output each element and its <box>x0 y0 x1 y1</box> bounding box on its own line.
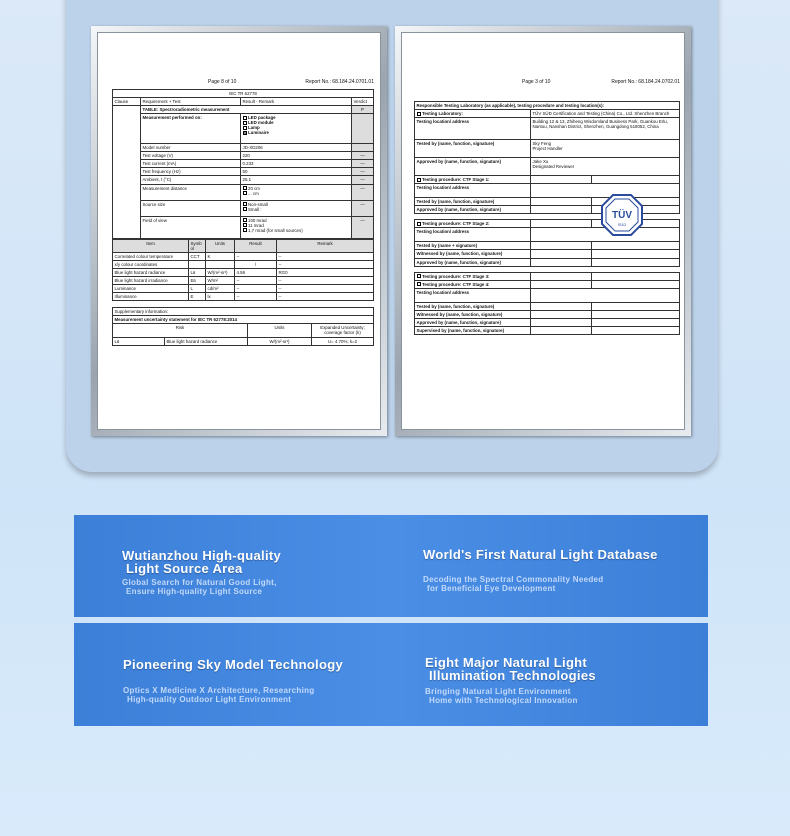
report-frame-2 <box>395 26 691 436</box>
row-label: Test current (mA) <box>141 160 241 168</box>
report-header <box>414 33 680 101</box>
row-value: JD-XD206 <box>241 144 352 152</box>
row-verdict: — <box>352 160 374 168</box>
ctf-row: Witnessed by (name, function, signature) <box>415 250 531 258</box>
row-label: Ambient, t (°C) <box>141 176 241 184</box>
distance-label: Measurement distance <box>141 184 241 200</box>
checked-box-icon <box>243 223 247 227</box>
cell: x/y colour coordinates <box>113 260 189 268</box>
col-risk: Risk <box>113 324 248 338</box>
cell: Eв <box>189 276 206 284</box>
cell: L <box>189 284 206 292</box>
ctf-row: Testing location/ address <box>415 228 531 242</box>
report-number: Report No.: 68.184.24.0702.01 <box>611 79 680 85</box>
report-frame-1 <box>91 26 387 436</box>
opt-led-package: LED package <box>248 115 276 121</box>
col-units: Units <box>248 324 312 338</box>
cell <box>189 260 206 268</box>
ctf4-title: Testing procedure: CTF Stage 4: <box>422 281 490 287</box>
page-number: Page 8 of 10 <box>208 79 237 85</box>
feature-desc: Decoding the Spectral Commonality Needed <box>423 575 604 584</box>
cell: -- <box>277 292 374 300</box>
source-label: Source size <box>141 200 241 216</box>
col-units: Units <box>206 239 235 252</box>
cell: lx <box>206 292 235 300</box>
ctf-row: Approved by (name, function, signature) <box>415 258 531 266</box>
report-number: Report No.: 68.184.24.0701.01 <box>305 79 374 85</box>
checkbox-icon <box>417 178 421 182</box>
feature-desc: Global Search for Natural Good Light, <box>122 578 277 587</box>
opt-20cm: 20 cm <box>248 185 260 191</box>
supplementary-label: Supplementary information: <box>113 308 374 316</box>
approver-name: Jake Xu <box>532 159 549 165</box>
cell: Blue light hazard radiance <box>165 338 248 346</box>
table-title: TABLE: Spectroradiometric measurement <box>141 106 352 114</box>
col-item: Item <box>113 239 189 252</box>
feature-card-database <box>423 548 708 593</box>
ctf-row: Supervised by (name, function, signature) <box>415 326 531 334</box>
cell: U= 4.70%; k=2 <box>312 338 374 346</box>
table-row <box>113 268 374 276</box>
cell: Correlated colour temperature <box>113 252 189 260</box>
cell: -- <box>235 276 277 284</box>
cell: Lв <box>189 268 206 276</box>
table-row <box>113 252 374 260</box>
col-symbol: Symb ol <box>189 239 206 252</box>
col-remark: Remark <box>277 239 374 252</box>
checked-box-icon <box>417 112 421 116</box>
checkbox-icon <box>243 191 247 195</box>
feature-desc-line2: Ensure High-quality Light Source <box>126 587 263 596</box>
loc-value: Building 12 & 13, Zhiheng Wisdomland Business Park, Guankou Erlu, Nantou, Nanshan District, Shenzhen, Guangdong 518052, China <box>531 118 680 140</box>
checked-box-icon <box>243 131 247 135</box>
uncertainty-title: Measurement uncertainty statement for IEC TR 62778:2014 <box>113 316 374 324</box>
svg-text:SÜD: SÜD <box>617 222 627 227</box>
row-value: 220 <box>241 152 352 160</box>
approver-role: Designated Reviewer <box>532 164 575 170</box>
lab-label: Testing Laboratory: <box>422 111 463 117</box>
feature-card-light-source <box>122 549 412 596</box>
page-number: Page 3 of 10 <box>522 79 551 85</box>
row-verdict: — <box>352 168 374 176</box>
feature-title: World's First Natural Light Database <box>423 547 658 562</box>
table-row <box>113 276 374 284</box>
feature-card-sky-model <box>123 658 413 704</box>
ctf1-title: Testing procedure: CTF Stage 1: <box>422 177 490 183</box>
opt-cm: ... cm <box>248 190 259 196</box>
cell: Blue light hazard radiance <box>113 268 189 276</box>
cell: Illuminance <box>113 292 189 300</box>
table-verdict: P <box>352 106 374 114</box>
checked-box-icon <box>243 202 247 206</box>
row-verdict: — <box>352 152 374 160</box>
feature-desc-line2: High-quality Outdoor Light Environment <box>127 695 292 704</box>
approved-label: Approved by (name, function, signature) <box>415 158 531 176</box>
col-result: Result <box>235 239 277 252</box>
loc-label: Testing location/ address <box>415 118 531 140</box>
distance-options <box>241 184 352 200</box>
ctf-row: Tested by (name, function, signature) <box>415 302 531 310</box>
report-page-1 <box>97 32 381 430</box>
row-label: Test frequency (Hz) <box>141 168 241 176</box>
feature-desc: Bringing Natural Light Environment <box>425 687 571 696</box>
checkbox-icon <box>417 274 421 278</box>
feature-desc-line2: Home with Technological Innovation <box>429 696 578 705</box>
feature-desc: Optics X Medicine X Architecture, Researching <box>123 686 315 695</box>
cell: Lв <box>113 338 165 346</box>
perf-options <box>241 114 352 144</box>
tester-role: Project Handler <box>532 146 563 152</box>
lab-value: TÜV SÜD Certification and Testing (China) Co., Ltd. Shenzhen Branch <box>531 110 680 118</box>
ctf-row: Tested by (name + signature) <box>415 242 531 250</box>
col-requirement: Requirement + Test <box>141 98 241 106</box>
ctf-row: Witnessed by (name, function, signature) <box>415 310 531 318</box>
row-value: 50 <box>241 168 352 176</box>
feature-card-illumination <box>425 656 708 705</box>
table-row <box>113 284 374 292</box>
opt-led-module: LED module <box>248 120 274 126</box>
tested-label: Tested by (name, function, signature) <box>415 140 531 158</box>
cell: -- <box>277 260 374 268</box>
tester-name: Sky Feng <box>532 141 552 147</box>
tuv-logo-icon <box>600 193 644 237</box>
perf-label: Measurement performed on: <box>141 114 241 144</box>
feature-title-line2: Illumination Technologies <box>429 668 596 683</box>
opt-lamp: Lamp <box>248 125 260 131</box>
svg-text:TÜV: TÜV <box>612 210 632 221</box>
report-page-2 <box>401 32 685 430</box>
source-options <box>241 200 352 216</box>
feature-title: Pioneering Sky Model Technology <box>123 657 343 672</box>
ctf-row: Approved by (name, function, signature) <box>415 318 531 326</box>
cell: W/(m²·sr¹) <box>248 338 312 346</box>
responsible-title: Responsible Testing Laboratory (as applicable), testing procedure and testing location(s): <box>415 102 680 110</box>
cell: -- <box>235 252 277 260</box>
feature-title: Wutianzhou High-quality <box>122 548 282 563</box>
cell: Blue light hazard irradiance <box>113 276 189 284</box>
opt-11mrad: 11 mrad <box>248 222 264 228</box>
cell: K <box>206 252 235 260</box>
report-header <box>112 33 374 89</box>
col-result: Result - Remark <box>241 98 352 106</box>
cell: / <box>235 260 277 268</box>
ctf-row: Tested by (name, function, signature) <box>415 198 531 206</box>
uncertainty-table <box>112 307 374 346</box>
feature-title: Eight Major Natural Light <box>425 655 588 670</box>
opt-100mrad: 100 mrad <box>248 217 267 223</box>
col-expanded: Expanded Uncertainty; coverage factor (k) <box>312 324 374 338</box>
cell: W/(m²·sr¹) <box>206 268 235 276</box>
ctf3-title: Testing procedure: CTF Stage 3: <box>422 273 490 279</box>
cell: -- <box>277 276 374 284</box>
ctf2-title: Testing procedure: CTF Stage 2: <box>422 221 490 227</box>
cell: -- <box>235 292 277 300</box>
row-label: Model number <box>141 144 241 152</box>
row-verdict: — <box>352 176 374 184</box>
checkbox-icon <box>243 228 247 232</box>
col-verdict: Verdict <box>352 98 374 106</box>
cell: E <box>189 292 206 300</box>
table-row <box>113 292 374 300</box>
fov-options <box>241 216 352 238</box>
feature-title-line2: Light Source Area <box>126 561 243 576</box>
cell: RG0 <box>277 268 374 276</box>
col-clause: Clause <box>113 98 141 106</box>
cell: -- <box>277 284 374 292</box>
standard-title: IEC TR 62778 <box>113 90 374 98</box>
checkbox-icon <box>243 218 247 222</box>
cell: W/m² <box>206 276 235 284</box>
opt-small: Small : <box>248 206 262 212</box>
cell: -- <box>235 284 277 292</box>
opt-non-small: Non-small <box>248 201 268 207</box>
cell: Luminance <box>113 284 189 292</box>
table-row <box>113 260 374 268</box>
ctf-row: Testing location/ address <box>415 184 531 198</box>
cell: -- <box>277 252 374 260</box>
cell: CCT <box>189 252 206 260</box>
checkbox-icon <box>417 222 421 226</box>
fov-label: Field of view <box>141 216 241 238</box>
cell <box>206 260 235 268</box>
checkbox-icon <box>417 282 421 286</box>
row-value: 25.1 <box>241 176 352 184</box>
row-label: Test voltage (V) <box>141 152 241 160</box>
opt-17mrad: 1,7 mrad (for small sources) <box>248 227 303 233</box>
feature-desc-line2: for Beneficial Eye Development <box>427 584 556 593</box>
cell: cd/m² <box>206 284 235 292</box>
ctf-row: Testing location/ address <box>415 288 531 302</box>
cell: 4.56 <box>235 268 277 276</box>
checked-box-icon <box>243 186 247 190</box>
spectro-table: IEC TR 62778 Clause Requirement + Test Result - Remark Verdict TABLE: Spectroradiometric measurement P Measurement performed on: LED package LED module Lamp Luminaire Model number JD-XD206 Test voltage (V) 220 — Test current (mA) 0.233 — Test frequency (Hz) 50 — Ambient, t (°C) 25.1 — Measurement distance 20 cm ... cm — Source size Non-small Small : — Field of view 100 mrad 11 mrad 1,7 mrad (for small sources) — <box>112 89 374 239</box>
checkbox-icon <box>243 207 247 211</box>
opt-luminaire: Luminaire <box>248 130 269 136</box>
ctf-row: Approved by (name, function, signature) <box>415 206 531 214</box>
row-value: 0.233 <box>241 160 352 168</box>
row-verdict <box>352 144 374 152</box>
results-table <box>112 239 374 302</box>
